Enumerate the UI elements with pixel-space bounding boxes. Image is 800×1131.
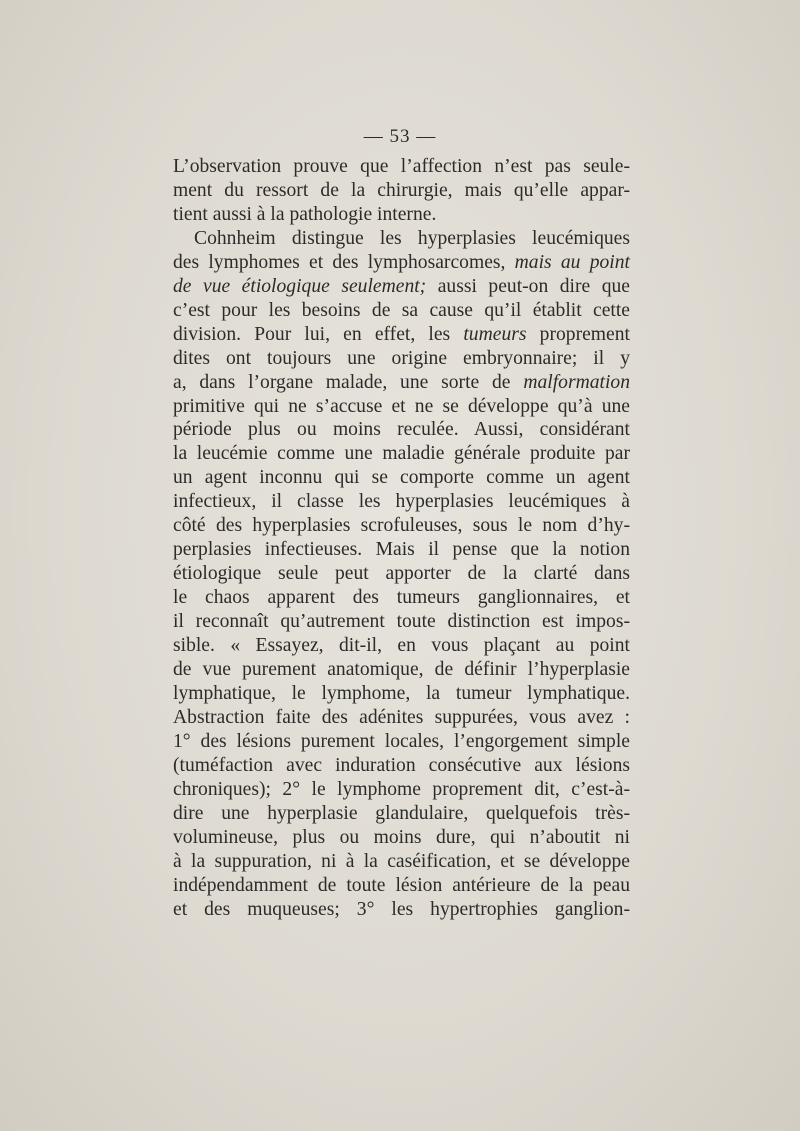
line-text: c’est pour les besoins de sa cause qu’il établit cette [173, 299, 630, 321]
italic-text: tumeurs [463, 323, 527, 345]
text-line [173, 586, 630, 610]
text-line [173, 538, 630, 562]
line-text: infectieux, il classe les hyperplasies leucémiques à [173, 491, 630, 513]
line-text: (tuméfaction avec induration consécutive aux lésions [173, 754, 630, 776]
text-line [173, 634, 630, 658]
text-line [173, 706, 630, 730]
line-text: 1° des lésions purement locales, l’engorgement simple [173, 730, 630, 752]
line-text: côté des hyperplasies scrofuleuses, sous le nom d’hy- [173, 515, 630, 537]
line-text: indépendamment de toute lésion antérieure de la peau [173, 874, 630, 896]
line-text: division. Pour lui, en effet, les [173, 323, 464, 345]
line-text: ment du ressort de la chirurgie, mais qu’elle appar- [173, 179, 630, 201]
text-line [173, 658, 630, 682]
line-text: Cohnheim distingue les hyperplasies leucémiques [194, 227, 630, 249]
page-number: — 53 — [363, 126, 437, 147]
line-text: proprement [526, 323, 630, 345]
line-text: dites ont toujours une origine embryonnaire; il y [173, 347, 630, 369]
line-text: le chaos apparent des tumeurs ganglionnaires, et [173, 587, 630, 609]
text-line [173, 850, 630, 874]
line-text: Abstraction faite des adénites suppurées, vous avez : [173, 706, 630, 728]
text-line [173, 179, 630, 203]
line-text: sible. « Essayez, dit-il, en vous plaçant au point [173, 635, 630, 657]
line-text: et des muqueuses; 3° les hypertrophies ganglion- [173, 898, 630, 920]
text-line [173, 826, 630, 850]
line-text: la leucémie comme une maladie générale produite par [173, 443, 630, 465]
text-line [173, 251, 630, 275]
italic-text: mais au point [514, 251, 630, 273]
line-text: tient aussi à la pathologie interne. [173, 203, 437, 225]
line-text: période plus ou moins reculée. Aussi, considérant [173, 419, 630, 441]
text-line [173, 347, 630, 371]
text-line [173, 155, 630, 179]
line-text: lymphatique, le lymphome, la tumeur lymphatique. [173, 682, 630, 704]
text-line [173, 275, 630, 299]
line-text: primitive qui ne s’accuse et ne se développe qu’à une [173, 395, 630, 417]
body-text [173, 155, 630, 922]
text-line [173, 754, 630, 778]
text-line [173, 802, 630, 826]
text-line [173, 299, 630, 323]
line-text: a, dans l’organe malade, une sorte de [173, 371, 524, 393]
line-text: aussi peut-on dire que [426, 275, 631, 297]
line-text: des lymphomes et des lymphosarcomes, [173, 251, 515, 273]
text-line [173, 778, 630, 802]
text-line [173, 730, 630, 754]
text-line [173, 490, 630, 514]
text-line [173, 227, 630, 251]
text-line [173, 610, 630, 634]
text-line [173, 203, 630, 227]
line-text: perplasies infectieuses. Mais il pense que la notion [173, 539, 630, 561]
line-text: dire une hyperplasie glandulaire, quelquefois très- [173, 802, 630, 824]
line-text: chroniques); 2° le lymphome proprement dit, c’est-à- [173, 778, 630, 800]
text-line [173, 442, 630, 466]
line-text: L’observation prouve que l’affection n’est pas seule- [173, 156, 630, 177]
text-line [173, 395, 630, 419]
text-line [173, 874, 630, 898]
line-text: à la suppuration, ni à la caséification, et se développe [173, 850, 630, 872]
italic-text: malformation [523, 371, 630, 393]
text-line [173, 371, 630, 395]
line-text: étiologique seule peut apporter de la clarté dans [173, 563, 630, 585]
line-text: il reconnaît qu’autrement toute distinction est impos- [173, 611, 630, 633]
text-line [173, 514, 630, 538]
line-text: un agent inconnu qui se comporte comme un agent [173, 467, 630, 489]
text-line [173, 466, 630, 490]
text-line [173, 562, 630, 586]
italic-text: de vue étiologique seulement; [173, 275, 427, 297]
line-text: volumineuse, plus ou moins dure, qui n’aboutit ni [173, 826, 630, 848]
line-text: de vue purement anatomique, de définir l’hyperplasie [173, 659, 630, 681]
text-line [173, 323, 630, 347]
text-line [173, 898, 630, 922]
text-line [173, 682, 630, 706]
text-line [173, 418, 630, 442]
